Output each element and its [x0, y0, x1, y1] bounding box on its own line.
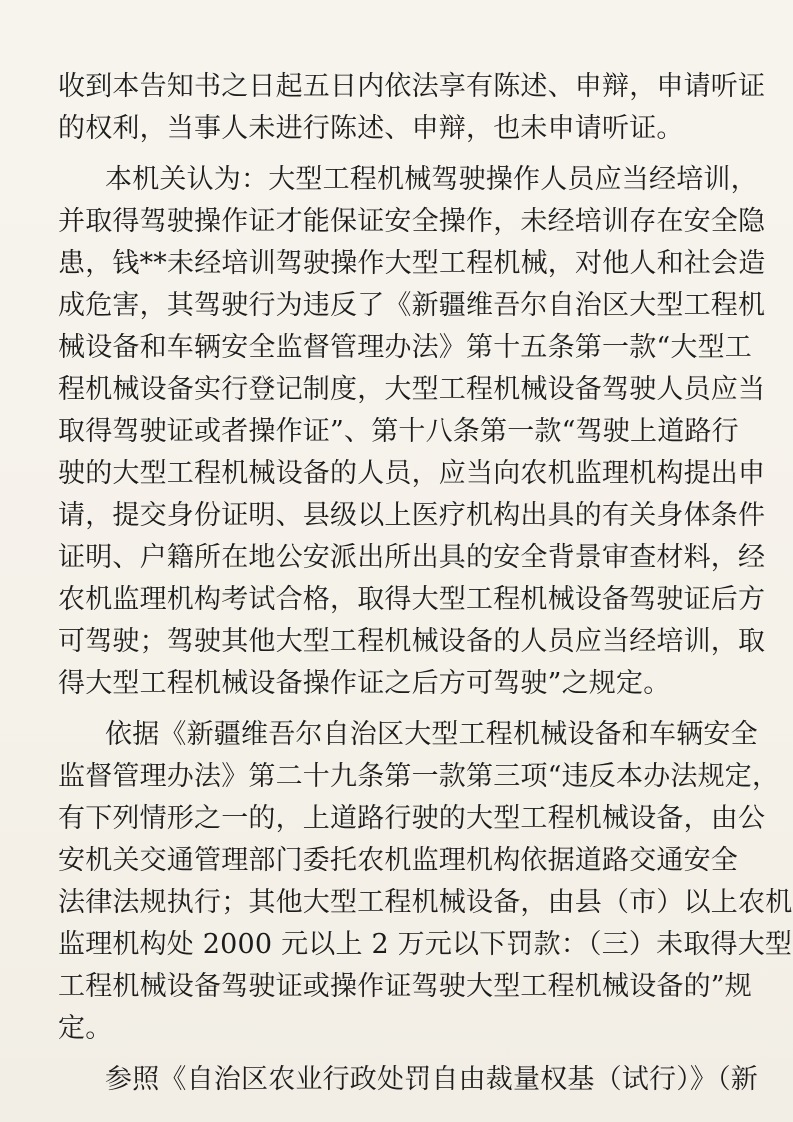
text-line: 有下列情形之一的，上道路行驶的大型工程机械设备，由公 — [58, 803, 766, 834]
text-line: 械设备和车辆安全监督管理办法》第十五条第一款“大型工 — [58, 332, 753, 363]
text-line: 收到本告知书之日起五日内依法享有陈述、申辩，申请听证 — [58, 71, 766, 102]
text-line: 的权利，当事人未进行陈述、申辩，也未申请听证。 — [58, 113, 684, 144]
text-line: 可驾驶；驾驶其他大型工程机械设备的人员应当经培训，取 — [58, 626, 766, 657]
text-line: 证明、户籍所在地公安派出所出具的安全背景审查材料，经 — [58, 542, 766, 573]
text-line: 成危害，其驾驶行为违反了《新疆维吾尔自治区大型工程机 — [58, 290, 766, 321]
text-line: 并取得驾驶操作证才能保证安全操作，未经培训存在安全隐 — [58, 206, 766, 237]
text-line: 安机关交通管理部门委托农机监理机构依据道路交通安全 — [58, 845, 738, 876]
text-line: 请，提交身份证明、县级以上医疗机构出具的有关身体条件 — [58, 500, 766, 531]
paragraph-start-line: 参照《自治区农业行政处罚自由裁量权基（试行）》（新 — [105, 1064, 758, 1095]
paragraph-start-line: 本机关认为：大型工程机械驾驶操作人员应当经培训， — [105, 164, 758, 195]
paragraph-start-line: 依据《新疆维吾尔自治区大型工程机械设备和车辆安全 — [105, 719, 758, 750]
text-line: 得大型工程机械设备操作证之后方可驾驶”之规定。 — [58, 668, 671, 699]
text-line: 程机械设备实行登记制度，大型工程机械设备驾驶人员应当 — [58, 374, 766, 405]
text-line: 法律法规执行；其他大型工程机械设备，由县（市）以上农机 — [58, 887, 793, 918]
text-line: 定。 — [58, 1013, 113, 1044]
text-line: 患，钱**未经培训驾驶操作大型工程机械，对他人和社会造 — [58, 248, 766, 279]
text-line: 驶的大型工程机械设备的人员，应当向农机监理机构提出申 — [58, 458, 766, 489]
text-line: 监督管理办法》第二十九条第一款第三项“违反本办法规定， — [58, 761, 780, 792]
text-line: 工程机械设备驾驶证或操作证驾驶大型工程机械设备的”规 — [58, 971, 753, 1002]
text-line: 农机监理机构考试合格，取得大型工程机械设备驾驶证后方 — [58, 584, 766, 615]
text-line: 监理机构处 2000 元以上 2 万元以下罚款：（三）未取得大型 — [58, 929, 793, 960]
text-line: 取得驾驶证或者操作证”、第十八条第一款“驾驶上道路行 — [58, 416, 739, 447]
